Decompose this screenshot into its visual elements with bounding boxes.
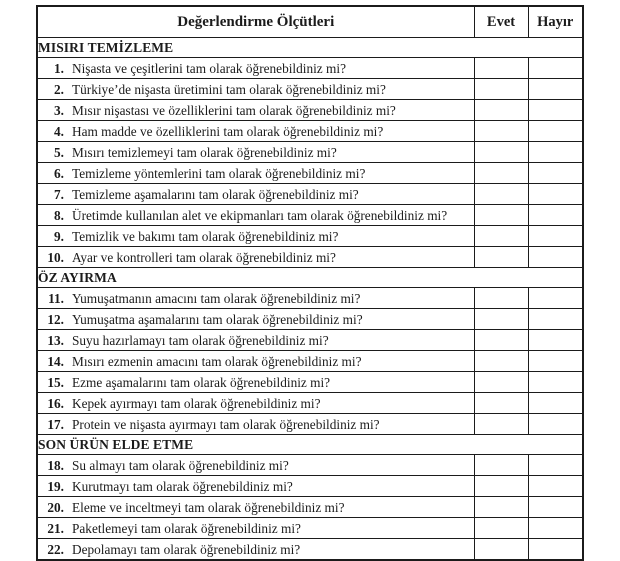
criteria-cell <box>37 58 474 79</box>
item-text: Temizleme aşamalarını tam olarak öğrenebildiniz mi? <box>72 186 359 202</box>
no-checkbox-cell[interactable] <box>528 393 583 414</box>
section-header-row <box>37 435 583 455</box>
no-checkbox-cell[interactable] <box>528 309 583 330</box>
table-row <box>37 142 583 163</box>
no-checkbox-cell[interactable] <box>528 142 583 163</box>
item-number: 21. <box>47 520 64 536</box>
table-row <box>37 330 583 351</box>
criteria-cell <box>37 184 474 205</box>
item-text: Suyu hazırlamayı tam olarak öğrenebildiniz mi? <box>72 332 329 348</box>
section-heading: ÖZ AYIRMA <box>37 268 583 288</box>
item-number: 11. <box>48 290 64 306</box>
column-header-criteria: Değerlendirme Ölçütleri <box>37 6 474 38</box>
item-number: 3. <box>54 102 64 118</box>
criteria-cell <box>37 100 474 121</box>
item-number: 8. <box>54 207 64 223</box>
section-heading: MISIRI TEMİZLEME <box>37 38 583 58</box>
item-number: 22. <box>47 541 64 557</box>
yes-checkbox-cell[interactable] <box>474 288 528 309</box>
item-number: 9. <box>54 228 64 244</box>
item-text: Su almayı tam olarak öğrenebildiniz mi? <box>72 457 289 473</box>
no-checkbox-cell[interactable] <box>528 497 583 518</box>
no-checkbox-cell[interactable] <box>528 247 583 268</box>
criteria-cell <box>37 414 474 435</box>
item-number: 16. <box>47 395 64 411</box>
table-row <box>37 226 583 247</box>
item-number: 12. <box>47 311 64 327</box>
criteria-cell <box>37 476 474 497</box>
criteria-cell <box>37 497 474 518</box>
column-header-no: Hayır <box>528 6 583 38</box>
table-row <box>37 455 583 476</box>
yes-checkbox-cell[interactable] <box>474 414 528 435</box>
section-header-row <box>37 38 583 58</box>
item-number: 10. <box>47 249 64 265</box>
no-checkbox-cell[interactable] <box>528 184 583 205</box>
yes-checkbox-cell[interactable] <box>474 351 528 372</box>
criteria-cell <box>37 539 474 561</box>
yes-checkbox-cell[interactable] <box>474 142 528 163</box>
yes-checkbox-cell[interactable] <box>474 121 528 142</box>
item-number: 5. <box>54 144 64 160</box>
criteria-cell <box>37 163 474 184</box>
yes-checkbox-cell[interactable] <box>474 393 528 414</box>
no-checkbox-cell[interactable] <box>528 163 583 184</box>
yes-checkbox-cell[interactable] <box>474 163 528 184</box>
yes-checkbox-cell[interactable] <box>474 58 528 79</box>
table-row <box>37 58 583 79</box>
criteria-cell <box>37 518 474 539</box>
table-row <box>37 414 583 435</box>
table-row <box>37 163 583 184</box>
table-body <box>37 38 583 561</box>
table-row <box>37 79 583 100</box>
table-row <box>37 247 583 268</box>
yes-checkbox-cell[interactable] <box>474 100 528 121</box>
item-text: Protein ve nişasta ayırmayı tam olarak öğrenebildiniz mi? <box>72 416 380 432</box>
table-row <box>37 476 583 497</box>
criteria-cell <box>37 351 474 372</box>
item-text: Eleme ve inceltmeyi tam olarak öğrenebildiniz mi? <box>72 499 345 515</box>
item-number: 18. <box>47 457 64 473</box>
item-text: Üretimde kullanılan alet ve ekipmanları tam olarak öğrenebildiniz mi? <box>72 207 448 223</box>
yes-checkbox-cell[interactable] <box>474 497 528 518</box>
no-checkbox-cell[interactable] <box>528 58 583 79</box>
table-row <box>37 288 583 309</box>
yes-checkbox-cell[interactable] <box>474 205 528 226</box>
yes-checkbox-cell[interactable] <box>474 79 528 100</box>
yes-checkbox-cell[interactable] <box>474 247 528 268</box>
criteria-cell <box>37 288 474 309</box>
criteria-cell <box>37 226 474 247</box>
item-number: 1. <box>54 60 64 76</box>
item-text: Mısırı temizlemeyi tam olarak öğrenebildiniz mi? <box>72 144 337 160</box>
item-text: Ezme aşamalarını tam olarak öğrenebildiniz mi? <box>72 374 331 390</box>
yes-checkbox-cell[interactable] <box>474 226 528 247</box>
item-text: Kurutmayı tam olarak öğrenebildiniz mi? <box>72 478 293 494</box>
table-row <box>37 205 583 226</box>
no-checkbox-cell[interactable] <box>528 205 583 226</box>
section-heading: SON ÜRÜN ELDE ETME <box>37 435 583 455</box>
table-row <box>37 351 583 372</box>
item-number: 2. <box>54 81 64 97</box>
table-header <box>37 6 583 38</box>
criteria-cell <box>37 247 474 268</box>
yes-checkbox-cell[interactable] <box>474 330 528 351</box>
criteria-cell <box>37 121 474 142</box>
criteria-cell <box>37 205 474 226</box>
header-row <box>37 6 583 38</box>
no-checkbox-cell[interactable] <box>528 414 583 435</box>
item-text: Yumuşatma aşamalarını tam olarak öğrenebildiniz mi? <box>72 311 363 327</box>
criteria-cell <box>37 309 474 330</box>
item-text: Nişasta ve çeşitlerini tam olarak öğrenebildiniz mi? <box>72 60 346 76</box>
item-text: Paketlemeyi tam olarak öğrenebildiniz mi? <box>72 520 301 536</box>
yes-checkbox-cell[interactable] <box>474 184 528 205</box>
no-checkbox-cell[interactable] <box>528 539 583 561</box>
evaluation-criteria-table <box>36 5 584 561</box>
no-checkbox-cell[interactable] <box>528 100 583 121</box>
table-row <box>37 309 583 330</box>
table-row <box>37 518 583 539</box>
yes-checkbox-cell[interactable] <box>474 518 528 539</box>
item-text: Mısırı ezmenin amacını tam olarak öğrenebildiniz mi? <box>72 353 362 369</box>
yes-checkbox-cell[interactable] <box>474 455 528 476</box>
yes-checkbox-cell[interactable] <box>474 309 528 330</box>
no-checkbox-cell[interactable] <box>528 372 583 393</box>
section-header-row <box>37 268 583 288</box>
item-text: Kepek ayırmayı tam olarak öğrenebildiniz mi? <box>72 395 321 411</box>
criteria-cell <box>37 393 474 414</box>
item-text: Depolamayı tam olarak öğrenebildiniz mi? <box>72 541 301 557</box>
no-checkbox-cell[interactable] <box>528 518 583 539</box>
item-number: 14. <box>47 353 64 369</box>
no-checkbox-cell[interactable] <box>528 121 583 142</box>
criteria-cell <box>37 455 474 476</box>
item-text: Yumuşatmanın amacını tam olarak öğrenebildiniz mi? <box>72 290 361 306</box>
item-number: 6. <box>54 165 64 181</box>
table-row <box>37 539 583 561</box>
table-row <box>37 393 583 414</box>
yes-checkbox-cell[interactable] <box>474 476 528 497</box>
no-checkbox-cell[interactable] <box>528 226 583 247</box>
no-checkbox-cell[interactable] <box>528 455 583 476</box>
table-row <box>37 372 583 393</box>
item-text: Türkiye’de nişasta üretimini tam olarak öğrenebildiniz mi? <box>72 81 386 97</box>
yes-checkbox-cell[interactable] <box>474 539 528 561</box>
table-row <box>37 100 583 121</box>
item-text: Ham madde ve özelliklerini tam olarak öğrenebildiniz mi? <box>72 123 384 139</box>
criteria-cell <box>37 372 474 393</box>
table-row <box>37 184 583 205</box>
table-row <box>37 121 583 142</box>
item-number: 20. <box>47 499 64 515</box>
item-number: 17. <box>47 416 64 432</box>
no-checkbox-cell[interactable] <box>528 79 583 100</box>
item-number: 7. <box>54 186 64 202</box>
column-header-yes: Evet <box>474 6 528 38</box>
item-number: 13. <box>47 332 64 348</box>
criteria-cell <box>37 330 474 351</box>
item-text: Temizlik ve bakımı tam olarak öğrenebildiniz mi? <box>72 228 339 244</box>
item-number: 19. <box>47 478 64 494</box>
no-checkbox-cell[interactable] <box>528 288 583 309</box>
no-checkbox-cell[interactable] <box>528 351 583 372</box>
yes-checkbox-cell[interactable] <box>474 372 528 393</box>
item-text: Ayar ve kontrolleri tam olarak öğrenebildiniz mi? <box>72 249 336 265</box>
item-number: 15. <box>47 374 64 390</box>
table-row <box>37 497 583 518</box>
criteria-cell <box>37 142 474 163</box>
item-text: Mısır nişastası ve özelliklerini tam olarak öğrenebildiniz mi? <box>72 102 396 118</box>
item-number: 4. <box>54 123 64 139</box>
criteria-cell <box>37 79 474 100</box>
item-text: Temizleme yöntemlerini tam olarak öğrenebildiniz mi? <box>72 165 366 181</box>
no-checkbox-cell[interactable] <box>528 476 583 497</box>
no-checkbox-cell[interactable] <box>528 330 583 351</box>
